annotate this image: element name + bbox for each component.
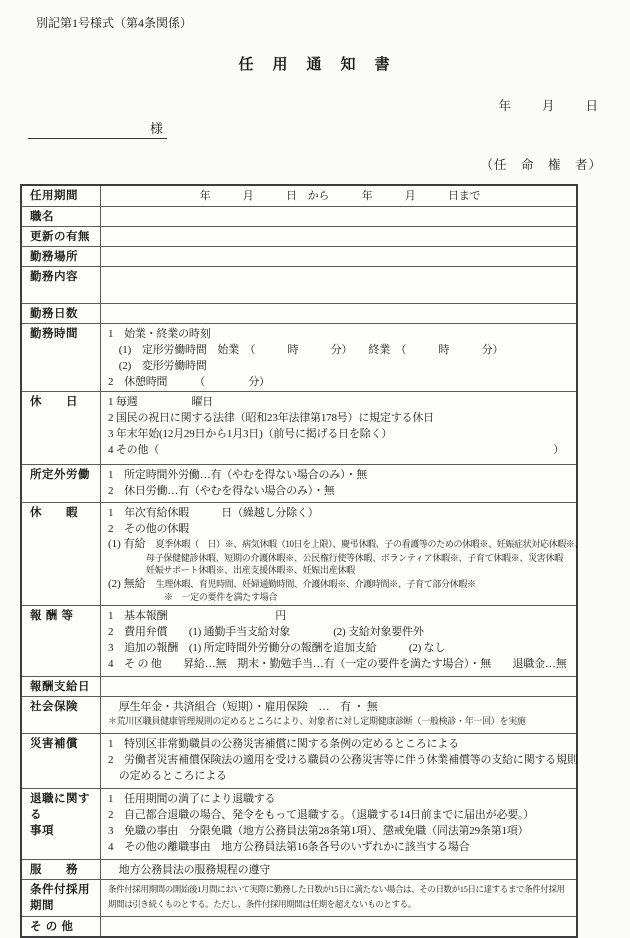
content-line: 1 所定時間外労働…有（やむを得ない場合のみ）・無 <box>108 469 367 481</box>
table-row-work-location <box>22 246 576 266</box>
content-line: 2 国民の祝日に関する法律（昭和23年法律第178号）に規定する休日 <box>108 412 434 424</box>
content-line: 2 休憩時間 （ 分） <box>108 376 270 388</box>
table-row-renewal <box>22 226 576 246</box>
content-line: 2 自己都合退職の場合、発令をもって退職する。（退職する14日前までに届出が必要。） <box>108 809 535 821</box>
row-label-text: そ の 他 <box>30 921 74 933</box>
recipient-underline <box>28 118 167 139</box>
row-label-text: 所定外労働 <box>30 469 90 481</box>
line-text: 夏季休暇（ 日）※、病気休暇（10日を上限）、慶弔休暇、子の看護等のための休暇※、妊娠症状対応休暇※、 <box>155 539 584 549</box>
row-label-work-days <box>22 304 101 323</box>
table-row-work-days <box>22 303 576 323</box>
row-label-leave <box>22 503 101 605</box>
row-label-text: 報 酬 等 <box>30 610 74 622</box>
appointment-table <box>20 184 584 938</box>
appointer-line: （任 命 権 者） <box>480 158 602 172</box>
content-line: 3 免職の事由 分限免職（地方公務員法第28条第1項）、懲戒免職（同法第29条第1項） <box>108 825 529 837</box>
content-line <box>108 577 583 592</box>
row-content-social-insurance <box>101 697 576 733</box>
content-line: の定めるところによる <box>108 770 227 782</box>
content-line: 1 基本報酬 円 <box>108 610 287 622</box>
form-number: 別記第1号様式（第4条関係） <box>36 16 193 30</box>
row-content-work-hours <box>101 324 576 391</box>
content-line: 年 月 日 から 年 月 日まで <box>199 190 481 202</box>
content-line: ※ 一定の要件を満たす場合 <box>164 592 278 602</box>
row-label-text: 休 日 <box>30 396 78 408</box>
row-content-remuneration <box>101 606 576 676</box>
row-label-work-hours <box>22 324 101 391</box>
content-line: 3 年末年始(12月29日から1月3日)（前号に掲げる日を除く） <box>108 428 393 440</box>
row-content-appointment-period <box>101 186 576 206</box>
row-content-renewal <box>101 227 576 246</box>
row-label-text: 職名 <box>30 211 54 223</box>
table-row-remuneration <box>22 605 576 676</box>
row-label-other <box>22 917 101 936</box>
line-text: 生理休暇、育児時間、妊婦通勤時間、介護休暇※、介護時間※、子育て部分休暇※ <box>155 578 476 589</box>
row-label-text: 勤務時間 <box>30 328 78 340</box>
table-row-retirement <box>22 788 576 859</box>
table-row-holidays <box>22 391 576 464</box>
row-label-overtime <box>22 465 101 502</box>
row-label-payment-date <box>22 677 101 696</box>
content-line: 妊娠サポート休暇※、出産支援休暇※、妊娠出産休暇 <box>146 565 355 575</box>
row-content-work-duties <box>101 267 576 303</box>
table-row-overtime <box>22 464 576 502</box>
table-row-payment-date <box>22 676 576 696</box>
row-content-work-location <box>101 247 576 266</box>
table-row-conditional-employment <box>22 879 576 916</box>
table-row-work-hours <box>22 323 576 391</box>
table-row-leave <box>22 502 584 605</box>
content-line: ＊荒川区職員健康管理規則の定めるところにより、対象者に対し定期健康診断（一般検診・年一回）を実施 <box>108 716 526 726</box>
content-line: 厚生年金・共済組合（短期）・雇用保険 … 有 ・ 無 <box>108 701 378 713</box>
content-line <box>108 442 572 458</box>
content-line: 2 費用弁償 (1) 通勤手当支給対象 (2) 支給対象要件外 <box>108 626 424 638</box>
row-content-payment-date <box>101 677 576 696</box>
row-label-work-duties <box>22 267 101 303</box>
recipient-suffix: 様 <box>150 121 164 136</box>
content-line: 4 その他の離職事由 地方公務員法第16条各号のいずれかに該当する場合 <box>108 841 470 853</box>
content-line: 1 特別区非常勤職員の公務災害補償に関する条例の定めるところによる <box>108 738 459 750</box>
row-label-text: 休 暇 <box>30 507 78 519</box>
row-label-retirement <box>22 789 101 859</box>
content-line: 2 その他の休暇 <box>108 523 189 535</box>
content-line: 条件付採用期間の開始後1月間において実際に勤務した日数が15日に満たない場合は、その日数が15日に達するまで条件付採用期間は引き続くものとする。ただし、条件付採用期間は任期を超えないものとする。 <box>108 884 565 909</box>
row-content-job-title <box>101 207 576 226</box>
table-row-job-title <box>22 206 576 226</box>
row-content-other <box>101 917 576 936</box>
row-content-conditional-employment <box>101 880 576 916</box>
row-label-text: 更新の有無 <box>30 231 90 243</box>
row-label-work-location <box>22 247 101 266</box>
row-label-accident-compensation <box>22 734 101 788</box>
content-line: (2) 変形労働時間 <box>108 360 207 372</box>
line-prefix: (1) 有給 <box>108 538 146 550</box>
row-label-text: 勤務日数 <box>30 308 78 320</box>
row-label-remuneration <box>22 606 101 676</box>
content-line: 2 休日労働…有（やむを得ない場合のみ）・無 <box>108 485 335 497</box>
table-row-other <box>22 916 576 936</box>
row-label-text: 社会保険 <box>30 701 78 713</box>
table-row-work-duties <box>22 266 576 303</box>
row-label-text: 退職に関する <box>30 793 90 821</box>
document-title: 任 用 通 知 書 <box>238 56 392 73</box>
line-text: 4 その他（ <box>108 444 160 456</box>
row-content-leave <box>101 503 587 605</box>
row-content-retirement <box>101 789 576 859</box>
content-line: 4 そ の 他 昇給…無 期末・勤勉手当…有（一定の要件を満たす場合）・無 退職金…無 <box>108 658 567 670</box>
table-row-service <box>22 859 576 879</box>
table-row-social-insurance <box>22 696 576 733</box>
content-line: 1 始業・終業の時刻 <box>108 328 211 340</box>
row-label-text: 服 務 <box>30 864 78 876</box>
content-line: 1 年次有給休暇 日（繰越し分除く） <box>108 507 319 519</box>
row-label-text: 事項 <box>30 825 54 837</box>
table-row-appointment-period <box>22 186 576 206</box>
content-line <box>108 537 583 552</box>
table-row-accident-compensation <box>22 733 576 788</box>
row-label-holidays <box>22 392 101 464</box>
content-line: 1 任用期間の満了により退職する <box>108 793 276 805</box>
content-line: 地方公務員法の服務規程の遵守 <box>108 864 270 876</box>
row-label-social-insurance <box>22 697 101 733</box>
row-label-service <box>22 860 101 879</box>
row-label-text: 災害補償 <box>30 738 78 750</box>
row-label-appointment-period <box>22 186 101 206</box>
row-label-text: 勤務場所 <box>30 251 78 263</box>
date-line: 年 月 日 <box>498 99 600 113</box>
row-label-renewal <box>22 227 101 246</box>
row-content-service <box>101 860 576 879</box>
content-line: (1) 定形労働時間 始業 （ 時 分） 終業 （ 時 分） <box>108 344 504 356</box>
row-content-accident-compensation <box>101 734 582 788</box>
recipient-line <box>28 118 630 139</box>
row-label-conditional-employment <box>22 880 101 916</box>
row-label-text: 報酬支給日 <box>30 681 90 693</box>
content-line: 2 労働者災害補償保険法の適用を受ける職員の公務災害等に伴う休業補償等の支給に関する規則 <box>108 754 578 766</box>
content-line: 1 毎週 曜日 <box>108 396 214 408</box>
content-line: 母子保健健診休暇、短期の介護休暇※、公民権行使等休暇、ボランティア休暇※、子育て休暇※、災害休暇 <box>146 552 563 563</box>
row-content-holidays <box>101 392 576 464</box>
row-label-text: 期間 <box>30 900 54 912</box>
row-content-work-days <box>101 304 576 323</box>
line-prefix: (2) 無給 <box>108 577 146 590</box>
line-close-paren: ） <box>553 444 564 456</box>
row-label-text: 条件付採用 <box>30 884 90 896</box>
row-label-job-title <box>22 207 101 226</box>
row-label-text: 勤務内容 <box>30 271 78 283</box>
row-content-overtime <box>101 465 576 502</box>
content-line: 3 追加の報酬 (1) 所定時間外労働分の報酬を追加支給 (2) なし <box>108 642 446 654</box>
row-label-text: 任用期間 <box>30 190 78 202</box>
